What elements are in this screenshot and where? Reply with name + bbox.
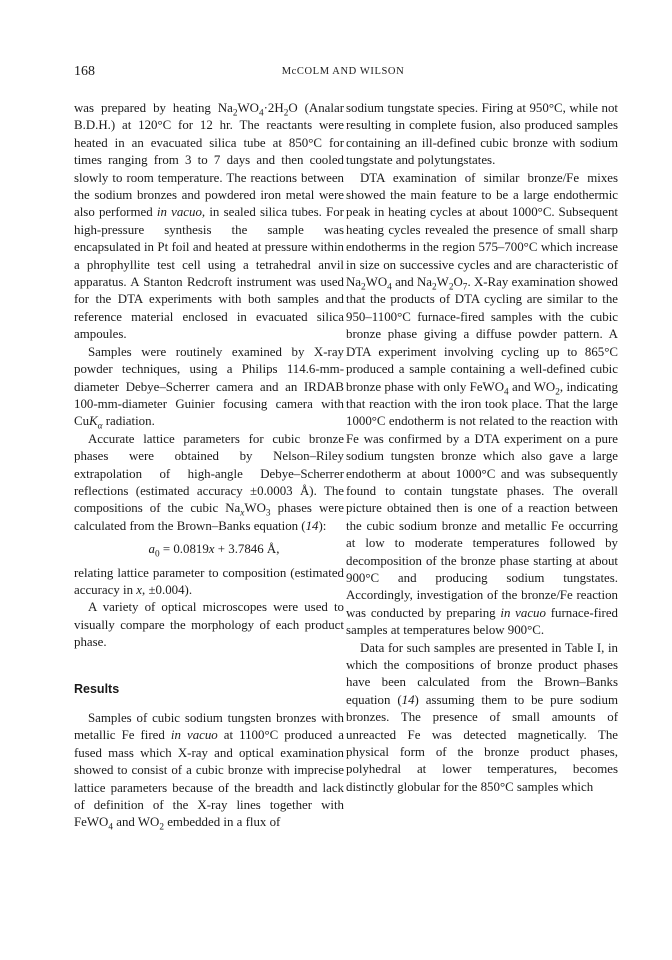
paragraph: sodium tungstate species. Firing at 950°C, while not resulting in complete fusion, also produced samples containing an ill-defined cubic bronze with sodium tungstate and polytungstates. xyxy=(346,101,618,168)
page-header xyxy=(74,64,612,84)
paragraph: Samples of cubic sodium tungsten bronzes with metallic Fe fired in vacuo at 1100°C produced a fused mass which X-ray and optical examination showed to consist of a cubic bronze with imprecise lattice parameters because of the breadth and lack of definition of the X-ray lines together with FeWO$_4$ and $WO_2$ embedded in a flux of xyxy=(74,711,344,834)
paragraph: Data for such samples are presented in Table I, in which the compositions of bronze product phases have been calculated from the Brown–Banks equation (14) assuming them to be pure sodium bronzes. The presence of small amounts of unreacted Fe was detected magnetically. The physical form of the bronze product phases, polyhedral at lower temperatures, becomes distinctly globular for the 850°C samples which xyxy=(346,640,618,794)
paragraph: Samples were routinely examined by X-ray powder techniques, using a Philips 114.6-mm-diameter Debye–Scherrer camera and an IRDAB 100-mm-diameter Guinier focusing camera with CuK$_\alpha$ radiation. xyxy=(74,344,344,432)
running-head: McCOLM AND WILSON xyxy=(281,66,405,77)
right-column xyxy=(346,100,618,796)
paragraph: was prepared by heating $Na_2WO_4\cdot 2H_2O$ (Analar B.D.H.) at 120°C for 12 hr. The reactants were heated in an evacuated silica tube at 850°C for times ranging from 3 to 7 days and then cooled slowly to room temperature. The reactions between the sodium bronzes and powdered iron metal were also performed in vacuo, in sealed silica tubes. For high-pressure synthesis the sample was encapsulated in Pt foil and heated at pressure within a phrophyllite test cell using a tetrahedral anvil apparatus. A Stanton Redcroft instrument was used for the DTA experiments with both samples and reference material enclosed in evacuated silica ampoules. xyxy=(74,101,344,342)
page-number: 168 xyxy=(74,64,95,79)
paragraph: A variety of optical microscopes were used to visually compare the morphology of each product phase. xyxy=(74,600,344,650)
paragraph: relating lattice parameter to composition (estimated accuracy in x, ±0.004). xyxy=(74,565,344,597)
brown-banks-equation: $a_0 = 0.0819x + 3.7846$ Å, xyxy=(148,542,280,560)
section-heading-results: Results xyxy=(74,681,120,696)
paragraph: DTA examination of similar bronze/Fe mixes showed the main feature to be a large endothermic peak in heating cycles at about 1000°C. Subsequent heating cycles revealed the presence of small sharp endotherms in the region 575–700°C which increase in size on successive cycles and are characteristic of $Na_2WO_4$ and $Na_2W_2O_7$. X-Ray examination showed that the products of DTA cycling are similar to the 950–1100°C furnace-fired samples with the cubic bronze phase giving a diffuse powder pattern. A DTA experiment involving cycling up to 865°C produced a sample containing a well-defined cubic bronze phase with only FeWO$_4$ and $WO_2$, indicating that reaction with the iron took place. That the large 1000°C endotherm is not related to the reaction with Fe was confirmed by a DTA experiment on a pure sodium tungsten bronze which also gave a large endotherm at about 1000°C and was subsequently found to contain tungstate phases. The overall picture obtained then is one of a reaction between the cubic sodium bronze and metallic Fe occurring at low to moderate temperatures followed by decomposition of the bronze phase starting at about 900°C and producing sodium tungstates. Accordingly, investigation of the bronze/Fe reaction was conducted by preparing in vacuo furnace-fired samples at temperatures below 900°C. xyxy=(346,170,619,638)
left-column xyxy=(74,100,344,832)
paragraph: Accurate lattice parameters for cubic bronze phases were obtained by Nelson–Riley extrapolation of high-angle Debye–Scherrer reflections (estimated accuracy ±0.0003 Å). The compositions of the cubic $Na_xWO_3$ phases were calculated from the Brown–Banks equation (14): xyxy=(74,431,345,533)
